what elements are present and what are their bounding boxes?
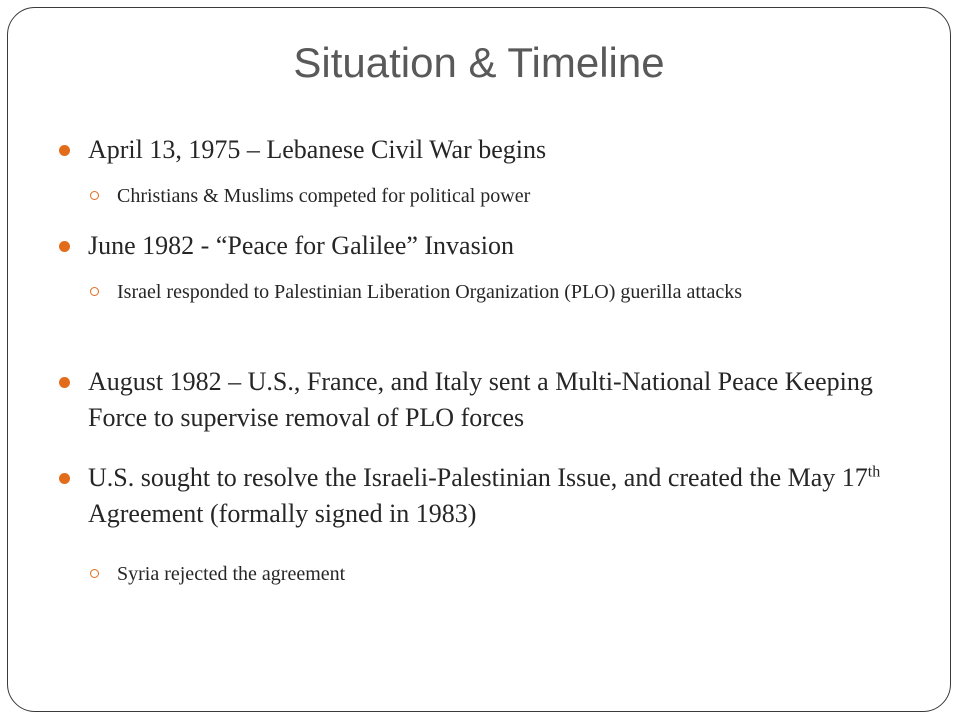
bullet-2: [88, 228, 938, 264]
sub-bullet-4-1: [117, 558, 932, 590]
bullet-3-text: August 1982 – U.S., France, and Italy sent a Multi-National Peace Keeping Force to supervise removal of PLO forces: [88, 367, 873, 432]
bullet-dot-icon: [59, 145, 70, 156]
slide-frame: [7, 7, 951, 712]
bullet-3: [88, 364, 938, 436]
bullet-4-text-before: U.S. sought to resolve the Israeli-Palestinian Issue, and created the May 17: [88, 463, 868, 492]
slide-content: [8, 8, 950, 711]
bullet-2-text: June 1982 - “Peace for Galilee” Invasion: [88, 231, 514, 260]
sub-bullet-2-1: [117, 276, 932, 308]
bullet-1-text: April 13, 1975 – Lebanese Civil War begins: [88, 135, 547, 164]
bullet-4-superscript: th: [867, 463, 881, 481]
sub-bullet-circle-icon: [90, 191, 99, 200]
sub-bullet-2-1-text: Israel responded to Palestinian Liberation Organization (PLO) guerilla attacks: [117, 281, 742, 303]
bullet-dot-icon: [59, 241, 70, 252]
bullet-1: [88, 132, 938, 168]
bullet-4: [88, 460, 938, 532]
sub-bullet-1-1-text: Christians & Muslims competed for political power: [117, 185, 531, 207]
sub-bullet-1-1: [117, 180, 932, 212]
bullet-dot-icon: [59, 473, 70, 484]
sub-bullet-circle-icon: [90, 287, 99, 296]
sub-bullet-4-1-text: Syria rejected the agreement: [117, 563, 346, 585]
slide-title: Situation & Timeline: [293, 39, 665, 86]
sub-bullet-circle-icon: [90, 569, 99, 578]
bullet-4-text-after: Agreement (formally signed in 1983): [88, 499, 477, 528]
bullet-dot-icon: [59, 377, 70, 388]
